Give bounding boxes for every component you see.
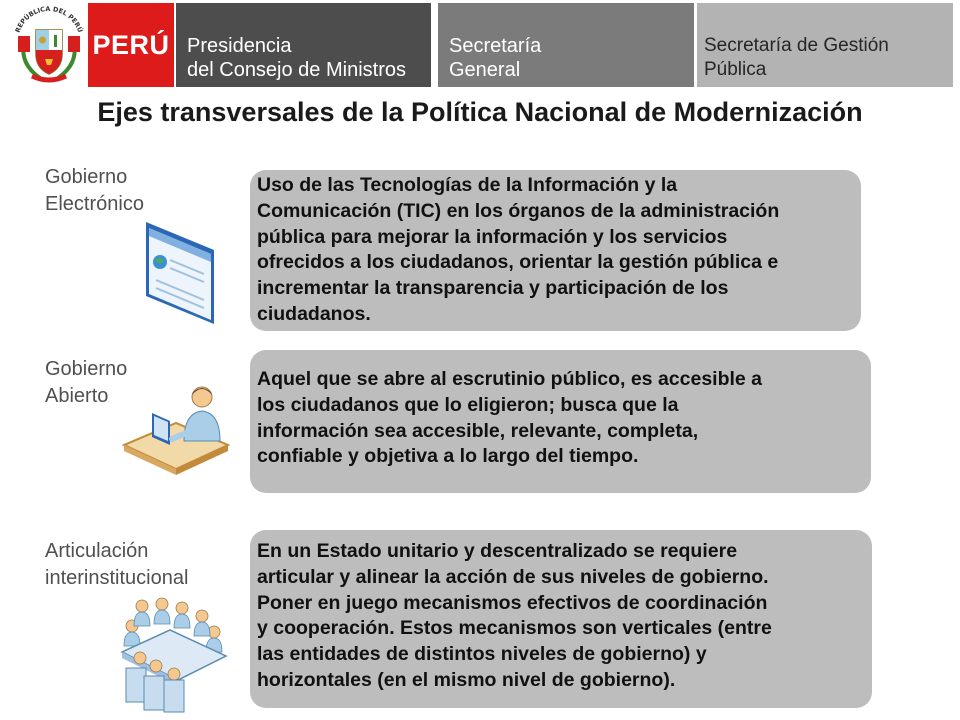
peru-coat-of-arms-icon: [10, 2, 88, 88]
header-bar: [0, 0, 960, 90]
sg-line2: General: [449, 59, 521, 81]
description-box-gobierno-electronico: Uso de las Tecnologías de la Información y la Comunicación (TIC) en los órganos de la administración pública para mejorar la información y los servicios ofrecidos a los ciudadanos, orientar la gestión pública e incrementar la transparencia y participación de los ciudadanos.: [250, 170, 861, 331]
peru-label: PERÚ: [92, 29, 170, 60]
sgp-line2: Pública: [704, 59, 767, 80]
axis-label-gobierno-abierto: Gobierno Abierto: [45, 358, 128, 407]
sgp-brand-block: [697, 3, 953, 87]
sg-brand-block: [438, 3, 694, 87]
meeting-table-icon: [118, 596, 230, 714]
axis-label-gobierno-electronico: Gobierno Electrónico: [45, 166, 144, 215]
pcm-line1: Presidencia: [187, 35, 292, 57]
sg-line1: Secretaría: [449, 35, 542, 57]
description-box-gobierno-abierto: Aquel que se abre al escrutinio público, es accesible a los ciudadanos que lo eligieron; busca que la información sea accesible, relevante, completa, confiable y objetiva a lo largo del tiempo.: [250, 350, 871, 493]
browser-window-icon: [140, 220, 220, 326]
pcm-line2: del Consejo de Ministros: [187, 59, 406, 81]
description-box-articulacion-interinstitucional: En un Estado unitario y descentralizado se requiere articular y alinear la acción de sus niveles de gobierno. Poner en juego mecanismos efectivos de coordinación y cooperación. Estos mecanismos son verticales (entre las entidades de distintos niveles de gobierno) y horizontales (en el mismo nivel de gobierno).: [250, 530, 872, 708]
person-at-computer-icon: [122, 383, 230, 485]
pcm-brand-block: [176, 3, 431, 87]
svg-text:REPÚBLICA DEL PERÚ: REPÚBLICA DEL PERÚ: [13, 4, 85, 34]
peru-brand-block: [88, 3, 174, 87]
page-title: Ejes transversales de la Política Nacional de Modernización: [97, 97, 863, 127]
axis-label-articulacion-interinstitucional: Articulación interinstitucional: [45, 540, 189, 589]
sgp-line1: Secretaría de Gestión: [704, 35, 889, 56]
